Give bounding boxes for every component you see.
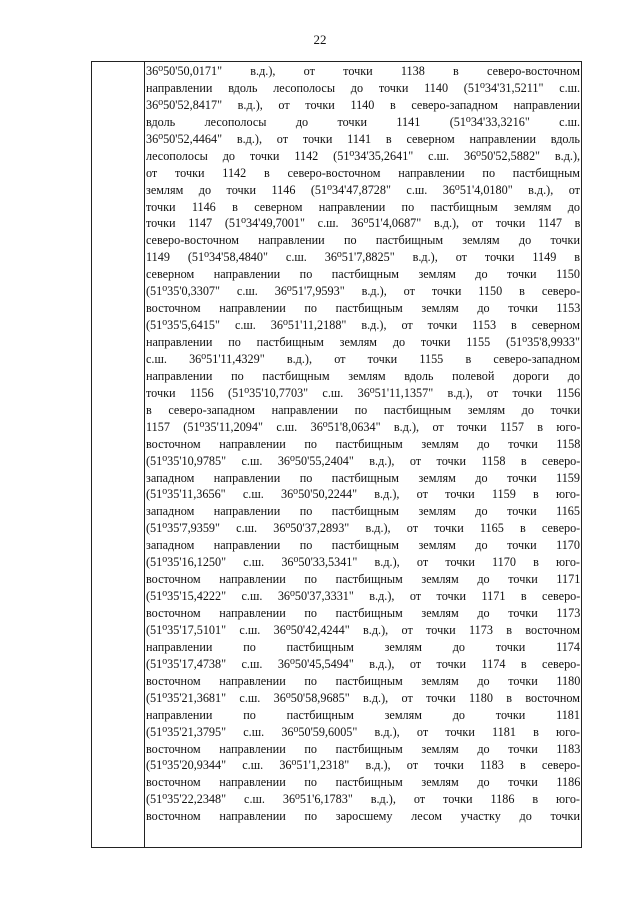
- text-line: лесополосы до точки 1142 (51⁰34'35,2641" с.ш. 36⁰50'52,5882" в.д.),: [146, 148, 580, 163]
- text-line: (51⁰35'21,3795" с.ш. 36⁰50'59,6005" в.д.), от точки 1181 в юго-: [146, 724, 580, 739]
- text-line: (51⁰35'0,3307" с.ш. 36⁰51'7,9593" в.д.), от точки 1150 в северо-: [146, 284, 580, 299]
- text-line: вдоль лесополосы до точки 1141 (51⁰34'33,3216" с.ш.: [146, 114, 580, 129]
- text-line: направлении по пастбищным землям до точки 1181: [146, 707, 580, 722]
- text-line: 1157 (51⁰35'11,2094" с.ш. 36⁰51'8,0634" в.д.), от точки 1157 в юго-: [146, 419, 580, 434]
- page-number: 22: [313, 32, 327, 47]
- text-line: направлении вдоль лесополосы до точки 1140 (51⁰34'31,5211" с.ш.: [146, 80, 580, 95]
- text-line: направлении по пастбищным землям до точки 1174: [146, 639, 580, 654]
- text-line: западном направлении по пастбищным землям до точки 1170: [146, 538, 580, 553]
- text-line: (51⁰35'22,2348" с.ш. 36⁰51'6,1783" в.д.), от точки 1186 в юго-: [146, 792, 580, 807]
- text-line: восточном направлении по пастбищным землям до точки 1158: [146, 436, 580, 451]
- text-line: 36⁰50'52,4464" в.д.), от точки 1141 в северном направлении вдоль: [146, 131, 580, 146]
- table-top-rule-right: [145, 61, 582, 62]
- text-line: в северо-западном направлении по пастбищным землям до точки: [146, 402, 580, 417]
- text-line: от точки 1142 в северо-восточном направлении по пастбищным: [146, 165, 580, 180]
- text-line: восточном направлении по пастбищным землям до точки 1171: [146, 572, 580, 587]
- text-line: западном направлении по пастбищным землям до точки 1159: [146, 470, 580, 485]
- text-line: (51⁰35'15,4222" с.ш. 36⁰50'37,3331" в.д.), от точки 1171 в северо-: [146, 589, 580, 604]
- text-line: с.ш. 36⁰51'11,4329" в.д.), от точки 1155 в северо-западном: [146, 351, 580, 366]
- table-top-rule-left: [91, 61, 145, 62]
- text-line: восточном направлении по пастбищным землям до точки 1173: [146, 606, 580, 620]
- text-line: восточном направлении по пастбищным землям до точки 1186: [146, 775, 580, 790]
- text-line: (51⁰35'20,9344" с.ш. 36⁰51'1,2318" в.д.), от точки 1183 в северо-: [146, 758, 580, 773]
- text-line: направлении по пастбищным землям вдоль полевой дороги до: [146, 368, 580, 383]
- text-line: (51⁰35'17,4738" с.ш. 36⁰50'45,5494" в.д.), от точки 1174 в северо-: [146, 656, 580, 671]
- text-line: восточном направлении по пастбищным землям до точки 1180: [146, 673, 580, 688]
- boundary-description-text: [146, 63, 580, 825]
- text-line: (51⁰35'21,3681" с.ш. 36⁰50'58,9685" в.д.), от точки 1180 в восточном: [146, 690, 580, 705]
- text-line: направлении по пастбищным землям до точки 1155 (51⁰35'8,9933": [146, 335, 580, 349]
- text-line: (51⁰35'7,9359" с.ш. 36⁰50'37,2893" в.д.), от точки 1165 в северо-: [146, 521, 580, 536]
- text-line: восточном направлении по пастбищным землям до точки 1183: [146, 741, 580, 756]
- text-line: точки 1147 (51⁰34'49,7001" с.ш. 36⁰51'4,0687" в.д.), от точки 1147 в: [146, 216, 580, 231]
- text-line: 36⁰50'50,0171" в.д.), от точки 1138 в северо-восточном: [146, 64, 580, 78]
- text-line: восточном направлении по заросшему лесом участку до точки: [146, 809, 580, 824]
- text-line: (51⁰35'17,5101" с.ш. 36⁰50'42,4244" в.д.), от точки 1173 в восточном: [146, 622, 580, 637]
- text-line: (51⁰35'10,9785" с.ш. 36⁰50'55,2404" в.д.), от точки 1158 в северо-: [146, 453, 580, 468]
- text-line: (51⁰35'16,1250" с.ш. 36⁰50'33,5341" в.д.), от точки 1170 в юго-: [146, 555, 580, 570]
- text-line: западном направлении по пастбищным землям до точки 1165: [146, 504, 580, 519]
- text-line: землям до точки 1146 (51⁰34'47,8728" с.ш. 36⁰51'4,0180" в.д.), от: [146, 182, 580, 197]
- text-line: 1149 (51⁰34'58,4840" с.ш. 36⁰51'7,8825" в.д.), от точки 1149 в: [146, 250, 580, 265]
- text-line: (51⁰35'5,6415" с.ш. 36⁰51'11,2188" в.д.), от точки 1153 в северном: [146, 318, 580, 333]
- text-line: восточном направлении по пастбищным землям до точки 1153: [146, 301, 580, 316]
- text-line: северо-восточном направлении по пастбищным землям до точки: [146, 233, 580, 248]
- text-line: северном направлении по пастбищным землям до точки 1150: [146, 267, 580, 282]
- text-line: точки 1146 в северном направлении по пастбищным землям до: [146, 199, 580, 214]
- table-column-divider: [144, 61, 145, 847]
- text-line: 36⁰50'52,8417" в.д.), от точки 1140 в северо-западном направлении: [146, 97, 580, 112]
- text-line: точки 1156 (51⁰35'10,7703" с.ш. 36⁰51'11,1357" в.д.), от точки 1156: [146, 385, 580, 400]
- text-line: (51⁰35'11,3656" с.ш. 36⁰50'50,2244" в.д.), от точки 1159 в юго-: [146, 487, 580, 502]
